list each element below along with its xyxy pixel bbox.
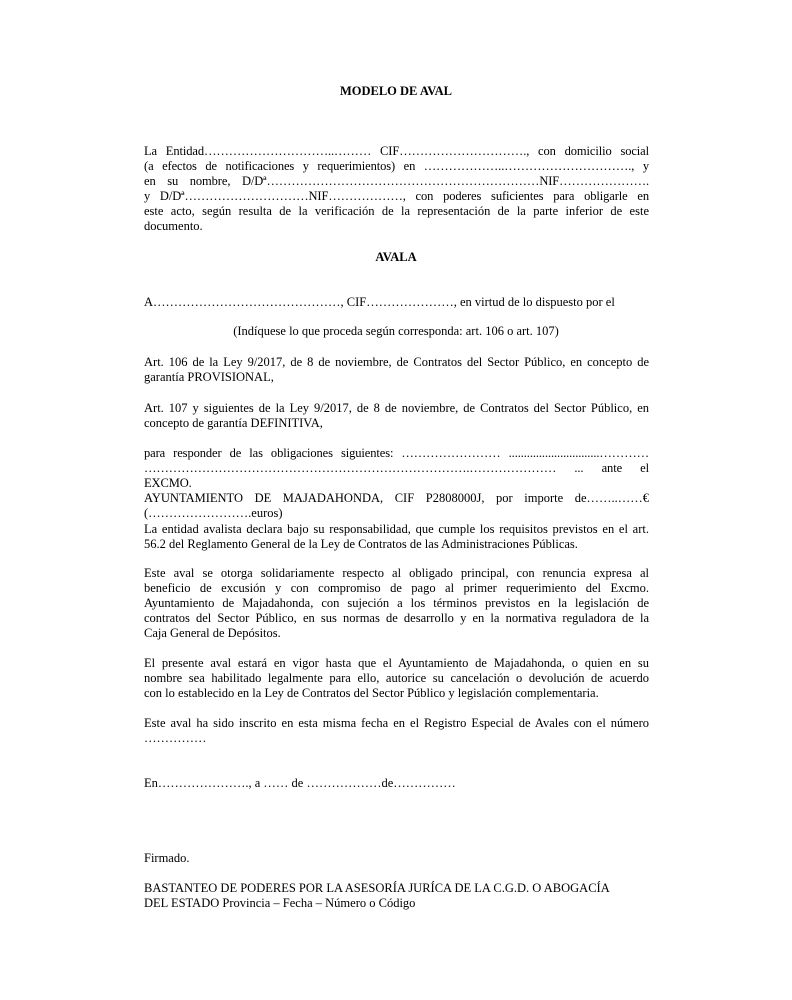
obligations-line: (…………………….euros)	[144, 506, 283, 520]
bastanteo-line: BASTANTEO DE PODERES POR LA ASESORÍA JURÍCA DE LA C.G.D. O ABOGACÍA	[144, 881, 610, 895]
solidarity-line: Este aval se otorga solidariamente respecto al obligado principal, con renuncia expresa al	[144, 566, 649, 580]
register-line: Este aval ha sido inscrito en esta misma fecha en el Registro Especial de Avales con el número	[144, 716, 649, 730]
declaration-paragraph	[144, 522, 649, 552]
solidarity-line: Ayuntamiento de Majadahonda, con sujeción a los términos previstos en la legislación de	[144, 596, 649, 610]
intro-line: este acto, según resulta de la verificación de la representación de la parte inferior de este	[144, 204, 649, 218]
signed-label	[144, 851, 649, 866]
solidarity-paragraph	[144, 566, 649, 641]
register-paragraph	[144, 716, 649, 746]
intro-line: (a efectos de notificaciones y requerimientos) en ………………..…………………………., y	[144, 159, 649, 173]
guarantor-line	[144, 295, 649, 310]
guarantor-text: A………………………………………, CIF…………………, en virtud de lo dispuesto por el	[144, 295, 615, 309]
declaration-line: La entidad avalista declara bajo su responsabilidad, que cumple los requisitos previstos en el art.	[144, 522, 649, 536]
art107-line: Art. 107 y siguientes de la Ley 9/2017, de 8 de noviembre, de Contratos del Sector Público, en	[144, 401, 649, 415]
solidarity-line: contratos del Sector Público, en sus normas de desarrollo y en la normativa reguladora de la	[144, 611, 649, 625]
signed-text: Firmado.	[144, 851, 190, 865]
validity-paragraph	[144, 656, 649, 701]
bastanteo-paragraph	[144, 881, 649, 911]
obligations-line: …………………………………………………………………….………………… ... ante el EXCMO.	[144, 461, 649, 490]
date-line	[144, 776, 649, 791]
register-line: ……………	[144, 731, 207, 745]
solidarity-line: Caja General de Depósitos.	[144, 626, 281, 640]
date-text: En…………………., a …… de ………………de……………	[144, 776, 456, 790]
intro-line: en su nombre, D/Dª…………………………………………………………NIF………………….	[144, 174, 649, 188]
art106-line: Art. 106 de la Ley 9/2017, de 8 de noviembre, de Contratos del Sector Público, en concepto de	[144, 355, 649, 369]
obligations-line: AYUNTAMIENTO DE MAJADAHONDA, CIF P2808000J, por importe de……..……€	[144, 491, 649, 505]
art107-paragraph	[144, 401, 649, 431]
avala-heading: AVALA	[375, 250, 417, 264]
declaration-line: 56.2 del Reglamento General de la Ley de Contratos de las Administraciones Públicas.	[144, 537, 578, 551]
intro-line: La Entidad…………………………..……… CIF…………………………., con domicilio social	[144, 144, 649, 158]
obligations-line: para responder de las obligaciones siguientes: …………………… ..............................…………	[144, 446, 649, 460]
art107-line: concepto de garantía DEFINITIVA,	[144, 416, 323, 430]
bastanteo-line: DEL ESTADO Provincia – Fecha – Número o Código	[144, 896, 416, 910]
art106-paragraph	[144, 355, 649, 385]
intro-paragraph	[144, 144, 649, 234]
solidarity-line: beneficio de excusión y con compromiso de pago al primer requerimiento del Excmo.	[144, 581, 649, 595]
validity-line: con lo establecido en la Ley de Contratos del Sector Público y legislación complementaria.	[144, 686, 599, 700]
indicate-note: (Indíquese lo que proceda según corresponda: art. 106 o art. 107)	[233, 324, 559, 338]
intro-line: documento.	[144, 219, 203, 233]
validity-line: nombre sea habilitado legalmente para ello, autorice su cancelación o devolución de acuerdo	[144, 671, 649, 685]
obligations-paragraph	[144, 446, 649, 521]
document-title: MODELO DE AVAL	[339, 84, 453, 98]
intro-line: y D/Dª…………………………NIF………………, con poderes suficientes para obligarle en	[144, 189, 649, 203]
art106-line: garantía PROVISIONAL,	[144, 370, 274, 384]
validity-line: El presente aval estará en vigor hasta que el Ayuntamiento de Majadahonda, o quien en su	[144, 656, 649, 670]
